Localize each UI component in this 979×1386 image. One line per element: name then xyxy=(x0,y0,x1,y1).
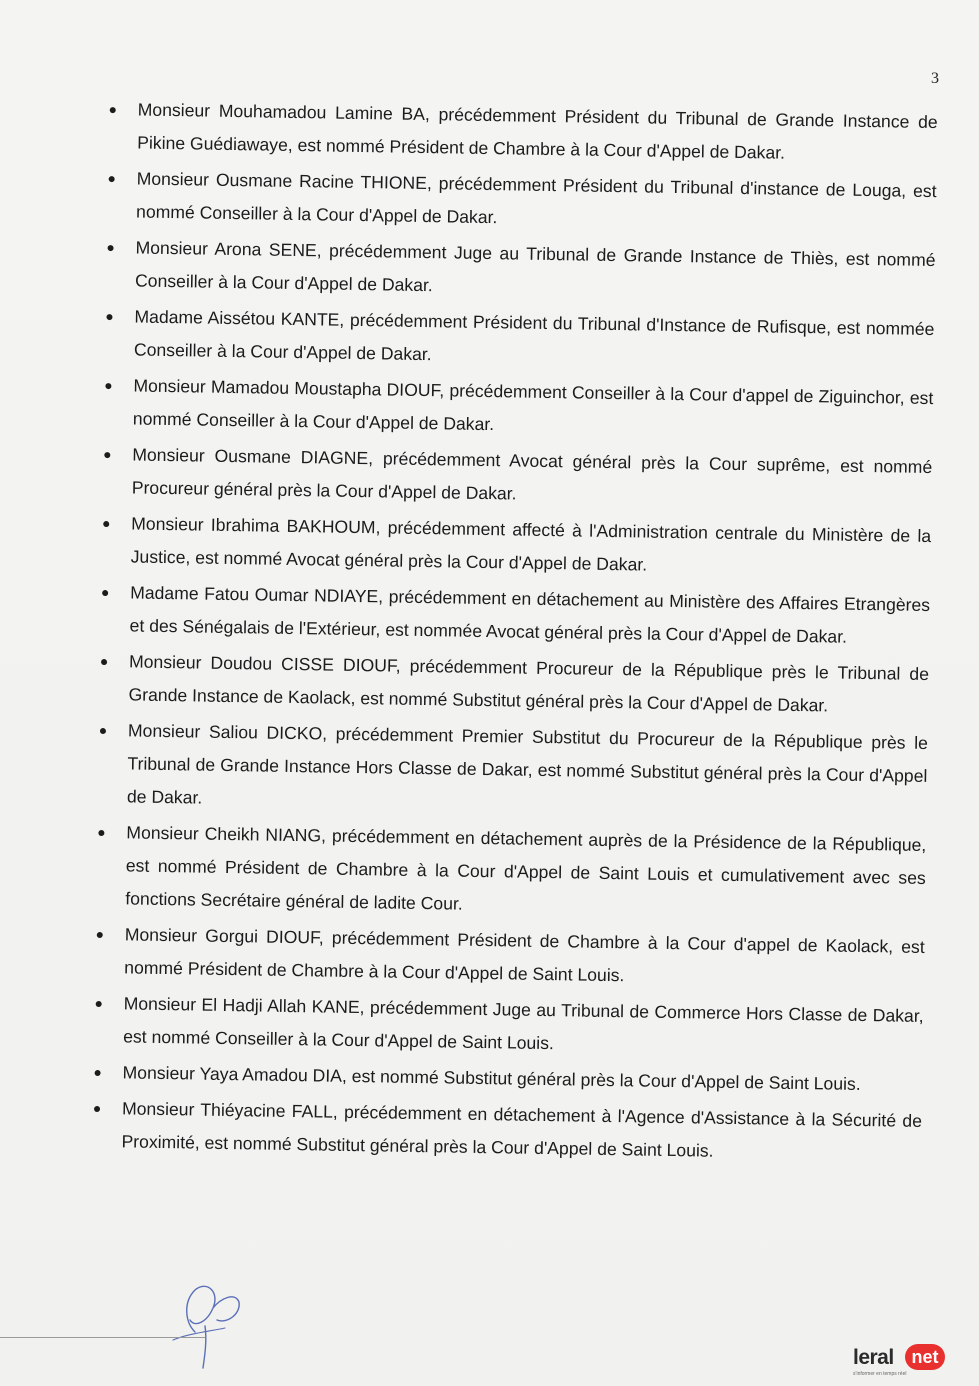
list-item-text: Madame Fatou Oumar NDIAYE, précédemment en détachement au Ministère des Affaires Etrangères et des Sénégalais de l'Extérieur, est nommée Avocat général près la Cour d'Appel de Dakar. xyxy=(129,582,931,647)
list-item-text: Monsieur Gorgui DIOUF, précédemment Président de Chambre à la Cour d'appel de Kaolack, est nommé Président de Chambre à la Cour d'Appel de Saint Louis. xyxy=(124,924,925,986)
leralnet-logo xyxy=(853,1344,973,1378)
list-item xyxy=(104,162,937,241)
list-item-text: Monsieur Arona SENE, précédemment Juge au Tribunal de Grande Instance de Thiès, est nommé Conseiller à la Cour d'Appel de Dakar. xyxy=(134,237,936,296)
list-item-text: Monsieur Cheikh NIANG, précédemment en détachement auprès de la Présidence de la République, est nommé Président de Chambre à la Cour d'Appel de Saint Louis et cumulativement avec ses fonctions Secrétaire général de ladite Cour. xyxy=(125,822,927,914)
bullet-icon xyxy=(98,830,104,836)
list-item xyxy=(101,369,934,448)
list-item-text: Monsieur Ousmane Racine THIONE, précédemment Président du Tribunal d'instance de Louga, est nommé Conseiller à la Cour d'Appel de Dakar. xyxy=(135,168,937,228)
list-item xyxy=(105,93,938,172)
list-item xyxy=(100,438,933,517)
page-number: 3 xyxy=(931,70,939,87)
list-item-text: Monsieur Mamadou Moustapha DIOUF, précédemment Conseiller à la Cour d'appel de Ziguinchor, est nommé Conseiller à la Cour d'Appel de Dakar. xyxy=(132,375,934,435)
bullet-icon xyxy=(106,314,112,320)
bullet-icon xyxy=(96,1001,102,1007)
list-item xyxy=(95,714,928,826)
list-item xyxy=(89,1092,922,1171)
list-item-text: Madame Aissétou KANTE, précédemment Président du Tribunal d'Instance de Rufisque, est nommée Conseiller à la Cour d'Appel de Dakar. xyxy=(133,306,935,365)
bullet-icon xyxy=(104,452,110,458)
list-item-text: Monsieur El Hadji Allah KANE, précédemment Juge au Tribunal de Commerce Hors Classe de Dakar, est nommé Conseiller à la Cour d'Appel de Saint Louis. xyxy=(123,993,924,1054)
bullet-icon xyxy=(103,521,109,527)
bullet-icon xyxy=(97,932,103,938)
bullet-icon xyxy=(109,176,115,182)
logo-tagline: s'informer en temps réel xyxy=(853,1371,907,1377)
appointments-list xyxy=(89,93,938,1174)
list-item xyxy=(92,918,925,997)
logo-badge: net xyxy=(905,1344,945,1370)
list-item-text: Monsieur Ibrahima BAKHOUM, précédemment affecté à l'Administration centrale du Ministère de la Justice, est nommé Avocat général près la Cour d'Appel de Dakar. xyxy=(130,513,932,575)
list-item xyxy=(97,576,930,655)
bullet-icon xyxy=(100,728,106,734)
list-item xyxy=(98,507,931,586)
list-item-text: Monsieur Mouhamadou Lamine BA, précédemment Président du Tribunal de Grande Instance de Pikine Guédiawaye, est nommé Président de Chambre à la Cour d'Appel de Dakar. xyxy=(137,99,938,163)
bullet-icon xyxy=(110,107,116,113)
list-item-text: Monsieur Ousmane DIAGNE, précédemment Avocat général près la Cour suprême, est nommé Procureur général près la Cour d'Appel de Dakar. xyxy=(131,444,933,504)
list-item xyxy=(91,987,924,1066)
bullet-icon xyxy=(105,383,111,389)
list-item-text: Monsieur Yaya Amadou DIA, est nommé Substitut général près la Cour d'Appel de Saint Louis. xyxy=(122,1062,861,1094)
footer-divider xyxy=(0,1337,205,1338)
signature-icon xyxy=(165,1262,255,1372)
bullet-icon xyxy=(94,1106,100,1112)
list-item-text: Monsieur Saliou DICKO, précédemment Premier Substitut du Procureur de la République près le Tribunal de Grande Instance Hors Classe de Dakar, est nommé Substitut général près la Cour d'Appel de Dakar. xyxy=(126,720,929,808)
list-item-text: Monsieur Thiéyacine FALL, précédemment en détachement à l'Agence d'Assistance à la Sécurité de Proximité, est nommé Substitut général près la Cour d'Appel de Saint Louis. xyxy=(121,1098,923,1161)
list-item xyxy=(102,300,935,379)
list-item xyxy=(96,645,929,724)
bullet-icon xyxy=(101,659,107,665)
bullet-icon xyxy=(102,590,108,596)
list-item xyxy=(93,816,926,928)
logo-name: leral xyxy=(853,1346,894,1369)
list-item-text: Monsieur Doudou CISSE DIOUF, précédemment Procureur de la République près le Tribunal de Grande Instance de Kaolack, est nommé Substitut général près la Cour d'Appel de Dakar. xyxy=(128,651,930,716)
bullet-icon xyxy=(108,245,114,251)
bullet-icon xyxy=(95,1070,101,1076)
list-item xyxy=(103,231,936,310)
